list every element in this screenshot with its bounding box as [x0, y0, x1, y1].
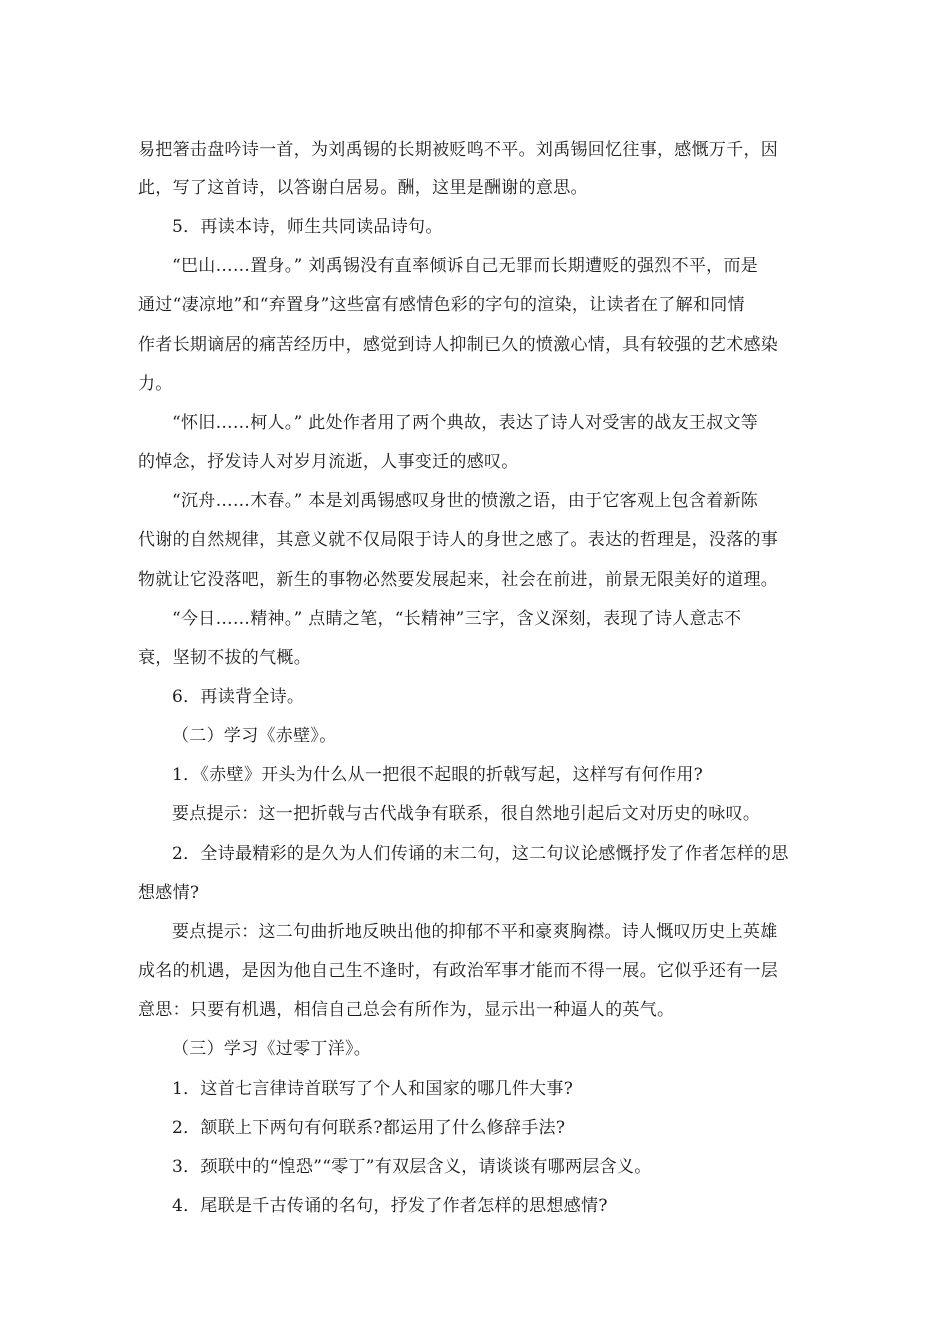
text-line: 的悼念，抒发诗人对岁月流逝，人事变迁的感叹。	[138, 452, 519, 472]
text-line: 力。	[138, 374, 173, 394]
text-line: 要点提示：这二句曲折地反映出他的抑郁不平和豪爽胸襟。诗人慨叹历史上英雄	[172, 922, 778, 942]
text-line: 意思：只要有机遇，相信自己总会有所作为，显示出一种逼人的英气。	[138, 1000, 675, 1020]
section-heading: （二）学习《赤壁》。	[172, 726, 337, 746]
text-line: 1．这首七言律诗首联写了个人和国家的哪几件大事?	[172, 1079, 574, 1099]
text-line: “怀旧……柯人。” 此处作者用了两个典故，表达了诗人对受害的战友王叔文等	[172, 413, 759, 433]
text-line: 要点提示：这一把折戟与古代战争有联系，很自然地引起后文对历史的咏叹。	[172, 804, 761, 824]
text-line: 想感情?	[138, 883, 200, 903]
text-line: 此，写了这首诗，以答谢白居易。酬，这里是酬谢的意思。	[138, 178, 588, 198]
text-line: 易把箸击盘吟诗一首，为刘禹锡的长期被贬鸣不平。刘禹锡回忆往事，感慨万千，因	[138, 140, 779, 160]
text-line: “沉舟……木春。” 本是刘禹锡感叹身世的愤激之语，由于它客观上包含着新陈	[172, 491, 759, 511]
text-line: 作者长期谪居的痛苦经历中，感觉到诗人抑制已久的愤激心情，具有较强的艺术感染	[138, 335, 779, 355]
text-line: “巴山……置身。” 刘禹锡没有直率倾诉自己无罪而长期遭贬的强烈不平，而是	[172, 256, 759, 276]
text-line: 成名的机遇，是因为他自己生不逢时，有政治军事才能而不得一展。它似乎还有一层	[138, 961, 779, 981]
text-line: 2．颔联上下两句有何联系?都运用了什么修辞手法?	[172, 1118, 566, 1138]
text-line: 代谢的自然规律，其意义就不仅局限于诗人的身世之感了。表达的哲理是，没落的事	[138, 530, 779, 550]
text-line: 4．尾联是千古传诵的名句，抒发了作者怎样的思想感情?	[172, 1196, 608, 1216]
text-line: 通过“凄凉地”和“弃置身”这些富有感情色彩的字句的渲染，让读者在了解和同情	[138, 295, 745, 315]
text-line: 物就让它没落吧，新生的事物必然要发展起来，社会在前进，前景无限美好的道理。	[138, 570, 779, 590]
text-line: 衰，坚韧不拔的气概。	[138, 648, 311, 668]
text-line: 3．颈联中的“惶恐”“零丁”有双层含义，请谈谈有哪两层含义。	[172, 1157, 652, 1177]
text-line: 2．全诗最精彩的是久为人们传诵的末二句，这二句议论感慨抒发了作者怎样的思	[172, 844, 789, 864]
text-line: 5．再读本诗，师生共同读品诗句。	[172, 217, 443, 237]
text-line: 1．《赤壁》开头为什么从一把很不起眼的折戟写起，这样写有何作用?	[172, 765, 704, 785]
text-line: “今日……精神。” 点睛之笔，“长精神”三字，含义深刻，表现了诗人意志不	[172, 609, 742, 629]
text-line: 6．再读背全诗。	[172, 687, 305, 707]
section-heading: （三）学习《过零丁洋》。	[172, 1039, 372, 1059]
